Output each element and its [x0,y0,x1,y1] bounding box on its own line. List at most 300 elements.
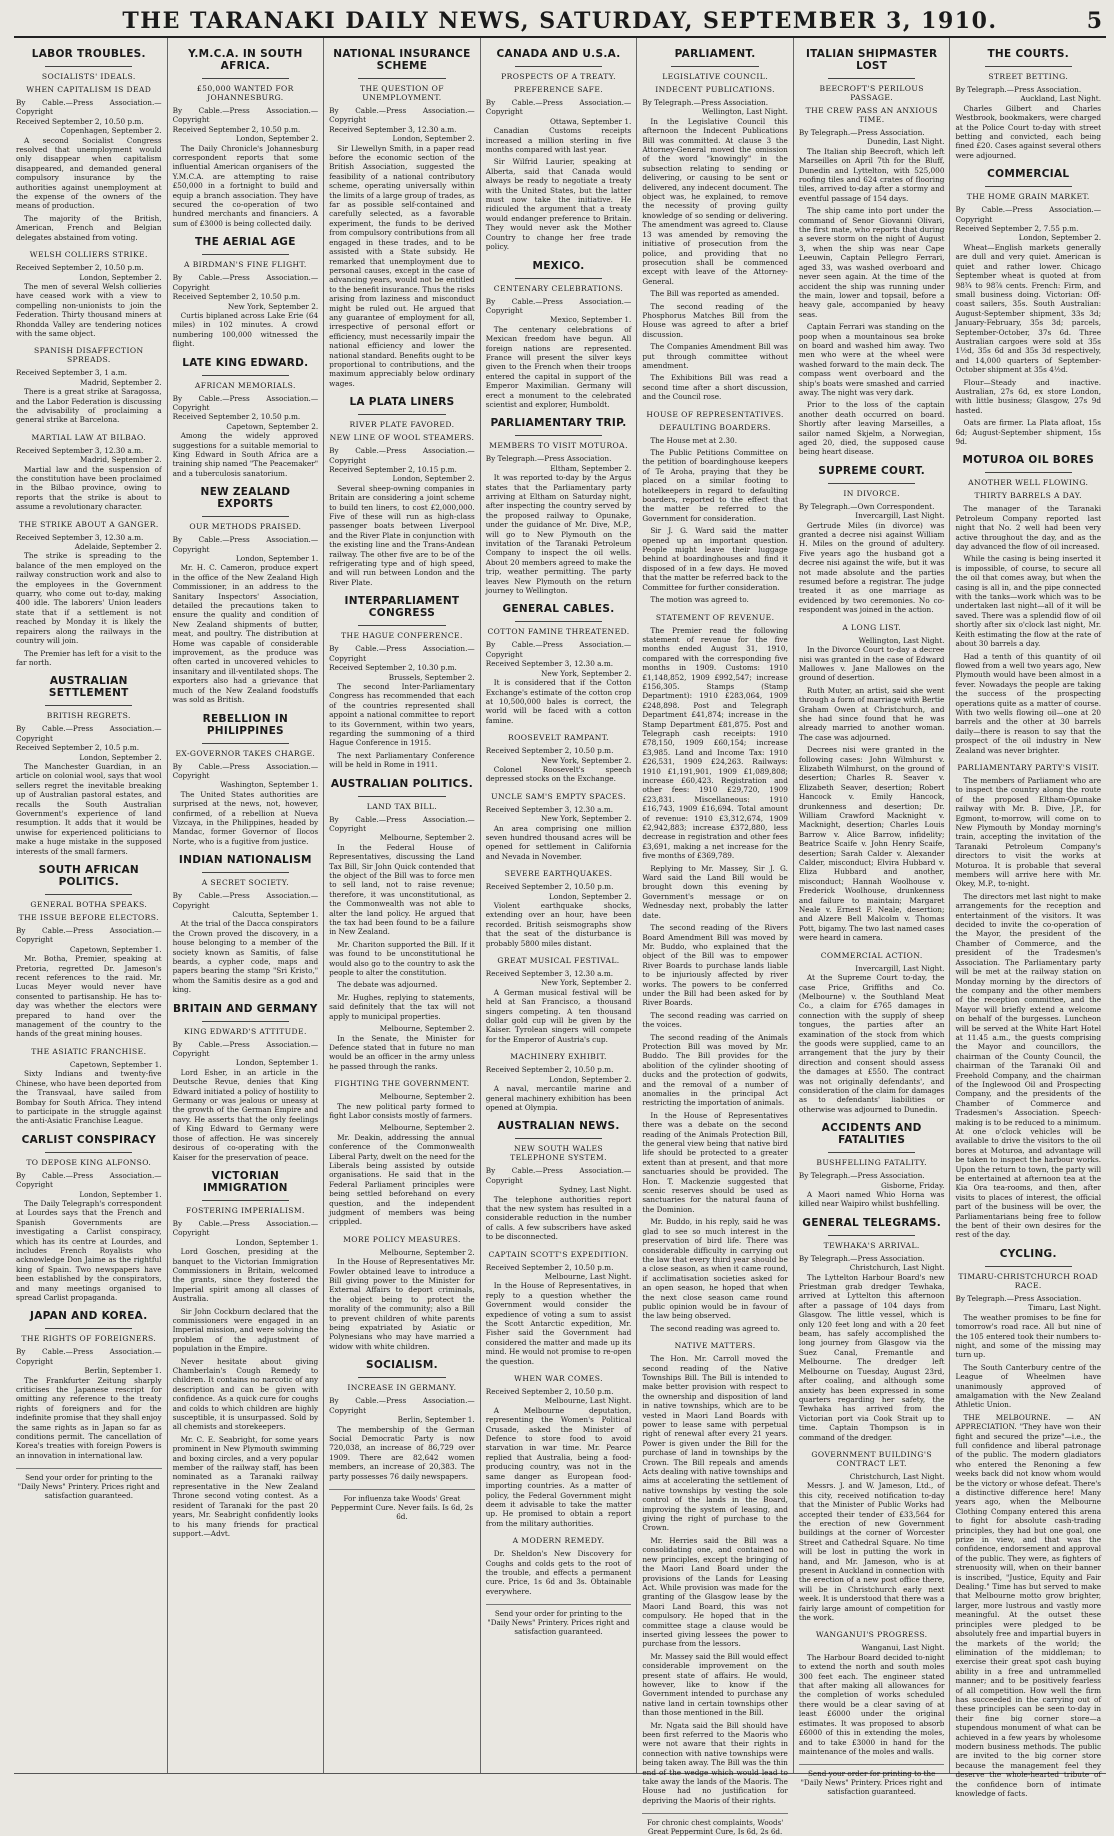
article-body [173,394,319,479]
article-paragraph: By Cable.—Press Association.—Copyright [172,393,319,412]
headline-rule [671,66,758,67]
article-headline: LA PLATA LINERS [349,396,455,409]
article-paragraph: Invercargill, Last Night. [855,963,945,973]
article-paragraph: There is a great strike at Saragossa, and the Labor Federation is discussing the advisability of proclaiming a general strike at Barcelona. [16,387,162,425]
article-headline: Y.M.C.A. IN SOUTH AFRICA. [188,48,303,72]
headline-rule [515,278,602,279]
article-paragraph: Sir Wilfrid Laurier, speaking at Alberta, said that Canada would always be ready to negotiate a treaty with the United States, but the latter must now take the initiative. He ridiculed the argument that a treaty would endanger preference to Britain. They would never ask the Mother Country to change her free trade policy. [485,157,632,252]
article-paragraph: Melbourne, Last Night. [544,1396,632,1406]
headline-rule [45,1328,132,1329]
article-paragraph: Charles Gilbert and Charles Westbrook, bookmakers, were charged at the Police Court to-day with street betting and convicted, each being fined £20. Cases against several others were adjourned. [955,103,1102,160]
article-subheading: BUSHFELLING FATALITY. [816,1158,927,1168]
article-paragraph: Capetown, September 1. [69,1059,162,1069]
article-headline: INTERPARLIAMENT CONGRESS [344,595,460,620]
article-body [486,1263,632,1366]
article-headline: REBELLION IN PHILIPPINES [202,712,289,737]
article-paragraph: A Maori named Whio Horna was killed near Waipiro whilst bushfelling. [798,1190,945,1209]
news-article [486,1374,632,1528]
article-paragraph: By Cable.—Press Association.—Copyright [485,296,632,315]
article-paragraph: Wellington, Last Night. [858,635,945,645]
article-paragraph: Auckland, Last Night. [1020,94,1102,104]
news-article [799,1122,945,1209]
article-body [16,1171,162,1303]
article-paragraph: Received September 3, 12.30 a.m. [329,124,457,134]
article-subheading: WELSH COLLIERS STRIKE. [29,250,148,260]
article-paragraph: Wanganui, Last Night. [861,1643,945,1653]
article-body [486,297,632,410]
article-body [799,128,945,457]
article-body [173,535,319,704]
article-headline: VICTORIAN IMMIGRATION [202,1169,288,1194]
article-paragraph: Prior to the loss of the captain another death occurred on board. Shortly after leaving Marseilles, a sailor named Skjelm, a Norwegian, aged 20, died, the supposed cause being heart disease. [798,400,945,457]
article-paragraph: New York, September 2. [541,668,632,678]
page-number: 5 [1086,8,1102,34]
article-paragraph: Capetown, September 1. [69,944,162,954]
article-body [486,1166,632,1241]
article-paragraph: Received September 2, 10.50 p.m. [485,1387,614,1397]
article-paragraph: Melbourne, September 2. [379,1092,475,1102]
article-paragraph: Melbourne, Last Night. [544,1271,632,1281]
article-body [955,1294,1101,1799]
article-paragraph: London, September 2. [392,474,475,484]
news-article [642,613,788,1334]
article-paragraph: Received September 2, 10.50 p.m. [485,882,614,892]
article-paragraph: Several sheep-owning companies in Britain are considering a joint scheme to build ten liners, to cost £2,000,000. Five of these will run as high-class passenger boats between Liverpool and the River Plate in conjunction with the existing line and the Trans-Andean railway. The other five are to be of the refrigerating type and of high speed, and will run between London and the River Plate. [329,483,475,587]
article-subheading: CAPTAIN SCOTT'S EXPEDITION. [488,1249,629,1259]
article-paragraph: Oats are firmer. La Plata afloat, 15s 6d; August-September shipment, 15s 9d. [955,418,1102,446]
article-paragraph: Adelaide, September 2. [74,542,162,552]
article-paragraph: Received September 3, 1 a.m. [16,368,128,378]
article-paragraph: New York, September 2. [541,978,632,988]
news-article [173,1003,319,1162]
article-paragraph: Dr. Sheldon's New Discovery for Coughs and colds gets to the root of the trouble, and effects a permanent cure. Price, 1s 6d and 3s. Obtainable everywhere. [485,1549,632,1596]
article-body [486,98,632,252]
article-body [642,436,788,605]
article-headline: NATIONAL INSURANCE SCHEME [333,48,471,72]
article-subheading: SPANISH DISAFFECTION SPREADS. [33,346,144,365]
article-body [486,1065,632,1112]
article-paragraph: Mr. C. E. Seabright, for some years prominent in New Plymouth swimming and boxing circles, and a very popular member of the railway staff, has been nominated as a Taranaki railway representative in the New Zealand Throne second voting contest. As a resident of Taranaki for the past 20 years, Mr. Seabright confidently looks to his many friends for practical support.—Advt. [172,1434,319,1538]
article-paragraph: Received September 2, 10.50 p.m. [16,116,144,126]
article-body [173,891,319,994]
news-article [642,410,788,605]
article-paragraph: The Harbour Board decided to-night to extend the north and south moles 300 feet each. The engineer stated that after making all allowances for the completion of works scheduled there would be a clear saving of at least £6000 under the original estimates. It was proposed to absorb £6000 of this in extending the moles, and to take £3000 in hand for the maintenance of the moles and walls. [798,1652,945,1756]
article-body [642,626,788,1334]
headline-rule [45,1152,132,1153]
article-paragraph: Received September 2, 10.50 p.m. [172,292,301,302]
article-subheading: MACHINERY EXHIBIT. [510,1052,607,1062]
news-article [16,1134,162,1303]
article-subheading: SOCIALISTS' IDEALS. [41,72,136,81]
article-paragraph: The strike is spreading to the balance of the men employed on the railway construction work and also to the employees in the Government quarry, who come out to-day, making 400 idle. The laborers' Union leaders state that if a settlement is not reached by Monday it is likely the repairers along the railways in the country will join. [16,551,162,646]
article-paragraph: In the House of Representatives there was a debate on the second reading of the Animals Protection Bill, the general view being that native bird life should be protected to a greater extent than at present, and that more sanctuaries should be provided. The Hon. T. Mackenzie suggested that scenic reserves should be used as sanctuaries for the natural fauna of the Dominion. [642,1110,788,1214]
article-paragraph: London, September 1. [235,1237,319,1247]
news-article [486,603,632,725]
article-body [173,762,319,847]
article-paragraph: In the Senate, the Minister for Defence stated that in future no man would be an officer in the army unless he passed through the ranks. [329,1033,475,1071]
article-subheading: TO DEPOSE KING ALFONSO. [26,1157,152,1167]
article-paragraph: By Cable.—Press Association.—Copyright [172,1039,319,1059]
article-headline: PARLIAMENTARY TRIP. [490,417,627,430]
article-subheading: THE CREW PASS AN ANXIOUS TIME. [805,106,938,124]
article-paragraph: Mr. Deakin, addressing the annual conference of the Commonwealth Liberal Party, dwelt on the need for the Liberals being assisted by outside organisations. He said that in the Federal Parliament principles were being settled beforehand on every question, and the independent judgment of members was being crippled. [329,1132,475,1227]
masthead [14,6,1106,38]
article-paragraph: Wellington, Last Night. [702,107,788,117]
article-body [799,502,945,615]
article-paragraph: Received September 2, 10.50 p.m. [172,124,301,134]
news-article [955,48,1101,160]
article-paragraph: The Italian ship Beecroft, which left Marseilles on April 7th for the Bluff, Dunedin and Lyttelton, with 525,000 roofing tiles and 624 crates of flooring tiles, arrived to-day after a stormy and eventful passage of 154 days. [798,146,945,203]
headline-rule [45,894,132,895]
article-paragraph: Received September 3, 12.30 a.m. [485,804,614,814]
article-paragraph: By Telegraph.—Press Association. [798,128,925,137]
news-article [16,1310,162,1460]
article-body [16,1347,162,1460]
article-paragraph: Washington, September 1. [220,780,319,790]
news-article [16,433,162,512]
article-subheading: KING EDWARD'S ATTITUDE. [183,1026,307,1036]
article-paragraph: Mr. Herries said the Bill was a consolidating one, and contained no new principles, except the bringing of the Maori Land Board under the provisions of the Lands for Leasing Act. While provision was made for the granting of the Glasgow lease by the Maori Land Board, this was not compulsory. He hoped that in the committee stage a clause would be inserted giving lessees the power to purchase from the lessors. [642,1535,788,1649]
columns-container [14,38,1106,1836]
article-paragraph: An area comprising one million seven hundred thousand acres will be opened for settlement in California and Nevada in November. [485,823,632,861]
article-paragraph: The Hon. Mr. Carroll moved the second reading of the Native Townships Bill. The Bill is intended to make better provision with respect to the ownership and disposition of land in native townships, which are to be vested in Maori Land Boards with power to lease same with perpetual right of renewal after every 21 years. Power is given under the Bill for the purchase of land in townships by the Crown. The Bill repeals and amends Acts dealing with native townships and aims at accelerating the settlement of native townships by vesting the sole control of the lands in the Board, improving the system of leasing, and giving the right of purchase to the Crown. [642,1354,788,1533]
article-paragraph: Received September 2, 10.50 p.m. [172,412,301,422]
article-body [329,106,475,388]
article-body [16,533,162,668]
article-headline: MOTUROA OIL BORES [962,454,1095,467]
article-paragraph: By Telegraph.—Press Association. [955,1293,1082,1303]
article-paragraph: By Cable.—Press Association.—Copyright [16,1347,162,1366]
article-paragraph: A second Socialist Congress resolved that unemployment would only disappear when capitalism disappeared, and demanded general compulsory insurance by the authorities against unemployment at the expense of the owners of the means of production. [16,135,162,211]
article-paragraph: Received September 2, 7.55 p.m. [955,224,1079,234]
article-paragraph: The manager of the Taranaki Petroleum Company reported last night that No. 2 well had been very active throughout the day, and as the day advanced the flow of oil increased. [955,504,1102,552]
article-paragraph: By Cable.—Press Association.—Copyright [485,640,632,659]
article-headline: GENERAL CABLES. [502,603,615,616]
article-body [486,805,632,861]
article-paragraph: Received September 2, 10.30 p.m. [329,663,457,673]
news-article [486,792,632,861]
article-paragraph: Sir John Cockburn declared that the commissioners were engaged in an Imperial mission, and were solving the problem of the adjustment of population in the Empire. [172,1306,319,1354]
article-paragraph: Lord Esher, in an article in the Deutsche Revue, denies that King Edward initiated a policy of hostility to Germany or was jealous or uneasy at the growth of the German Empire and navy. He asserts that the only feelings of King Edward to Germany were those of affection. He was sincerely desirous of co-operating with the Kaiser for the preservation of peace. [172,1067,319,1162]
news-article [955,1248,1101,1799]
article-subheading: WANGANUI'S PROGRESS. [815,1630,928,1640]
article-subheading: THE HAGUE CONFERENCE. [341,631,463,641]
article-paragraph: By Telegraph.—Press Association. [798,1253,925,1263]
news-article [486,1120,632,1241]
article-paragraph: The second reading of the Animals Protection Bill was moved by Mr. Buddo. The Bill provides for the abolition of the cylinder shooting of ducks and the protection of godwits, and the removal of a number of anomalies in the principal Act restricting the importation of animals. [642,1032,788,1108]
news-article [16,346,162,424]
article-paragraph: THE MELBOURNE. — AN APPRECIATION. "They have won their fight and secured the prize"—i.e., the full confidence and liberal patronage of the public. The modern gladiators who entered the Renoning a few weeks back did not know whom would be the victory or whose defeat. There's a distinctive difference here! Many years ago, when the Melbourne Clothing Company entered this arena to fight for absolute cash-trading principles, they had but one goal, one prize in view, and that was the confidence, endorsement and approval of the public. They were, as fighters of strenuosity will, when on their banner is inscribed, "Justice, Equity and Fair Dealing." Time has but served to make that Melbourne motto grow brighter, larger, more lustrous and vastly more meaningful. At the outset these principles were pledged to be absolutely free and impartial buyers in the markets of the world; the elimination of the middleman; to exercise their great spot cash buying ability in a free and untrammelled manner; and to be positively fearless of all competition. How well the firm has succeeded in the carrying out of these principles can be seen to-day in their fine big corner store—a stupendous monument of what can be achieved in a few years by wholesome modern business methods. The public are invited to the big corner store because the management feel they deserve the whole-hearted tribute of the confidence born of intimate knowledge of facts. [955,1412,1102,1798]
article-paragraph: In the Federal House of Representatives, discussing the Land Tax Bill, Sir John Quick contended that the object of the Bill was to force men to sell land, not to raise revenue; therefore, it was unconstitutional, as the Commonwealth was not able to alter the land policy. He argued that the tax had been found to be a failure in New Zealand. [329,842,475,937]
article-paragraph: London, September 2. [549,891,632,901]
news-article [16,520,162,668]
news-article [173,236,319,348]
article-headline: AUSTRALIAN SETTLEMENT [48,675,129,700]
article-paragraph: London, September 1. [79,1189,162,1199]
article-paragraph: Mr. Hughes, replying to statements, said definitely that the tax will not apply to municipal properties. [329,992,475,1021]
article-paragraph: Mr. Buddo, in his reply, said he was glad to see so much interest in the preservation of bird life. There was considerable difficulty in carrying out the law that every third year should be a close season, as when it came round, if acclimatisation societies asked for an open season, he hoped that when the next close season came round public opinion would be in favour of the law being observed. [642,1217,788,1321]
news-article [329,1079,475,1227]
article-paragraph: It was reported to-day by the Argus states that the Parliamentary party arriving at Eltham on Saturday night, after inspecting the country served by the proposed railway to Opunake, under the guidance of Mr. Dive, M.P., will go to New Plymouth on the invitation of the Taranaki Petroleum Company to inspect the oil wells. About 20 members agreed to make the trip, weather permitting. The party leaves New Plymouth on the return journey to Wellington. [485,473,632,596]
article-paragraph: Violent earthquake shocks, extending over an hour, have been recorded. British seismographs show that the seat of the disturbance is probably 5800 miles distant. [485,901,632,948]
article-paragraph: London, September 2. [79,272,162,282]
article-paragraph: London, September 2. [549,1074,632,1084]
article-paragraph: Among the widely approved suggestions for a suitable memorial to King Edward in South Africa are a training ship named "The Peacemaker" and a tuberculosis sanatorium. [172,431,319,478]
article-paragraph: Invercargill, Last Night. [855,511,945,521]
article-subheading: FOSTERING IMPERIALISM. [185,1205,305,1215]
article-paragraph: Received September 3, 12.30 a.m. [485,969,614,979]
article-paragraph: The men of several Welsh collieries have ceased work with a view to compelling non-unionists to join the Federation. Thirty thousand miners at Rhondda Valley are tendering notices with the same object. [16,281,162,338]
article-paragraph: The Premier read the following statement of revenue for the five months ended August 31, 1910, compared with the corresponding five months in 1909. Customs: 1910 £1,148,852, 1909 £992,547; increase £156,305. Stamps (Stamp Department): 1910 £283,064, 1909 £248,898. Post and Telegraph Department £41,874; increase in the Stamp Department £81,875. Post and Telegraph cash receipts: 1910 £78,150, 1909 £60,154; increase £3,985. Land and Income Tax: 1910 £26,531, 1909 £24,263. Railways: 1910 £1,191,901, 1909 £1,089,808; increase £60,423. Registration and other fees: 1910 £29,720, 1909 £23,831. Miscellaneous: 1910 £16,743, 1909 £16,694. Total amount of revenue: 1910 £3,312,674, 1909 £2,942,883; increase £372,880, less decrease in registration and other fees £3,691, making a net increase for the five months of £369,789. [642,625,788,861]
article-paragraph: The directors met last night to make arrangements for the reception and entertainment of the visitors. It was decided to invite the co-operation of the Mayor, the president of the Chamber of Commerce, and the president of the Tradesmen's Association. The Parliamentary party will be met at the railway station on Monday morning by the directors of the company and the other members of the reception committee, and the Mayor will briefly extend a welcome on behalf of the burgesses. Luncheon will be served at the White Hart Hotel at 11.45 a.m., the guests comprising the Mayor and councillors, the chairman of the County Council, the chairman of the Taranaki Oil and Freehold Company, and the chairman of the Inglewood Oil and Prospecting Company, and the presidents of the Chamber of Commerce and Tradesmen's Association. Speech-making is to be reduced to a minimum. At one o'clock vehicles will be available to drive the visitors to the oil bores at Moturoa, and advantage will be taken to inspect the harbour works. Upon the return to town, the party will be entertained at afternoon tea at the Kia Ora tea-rooms, and then, after visits to places of interest, the official part of the business will be over, the Parliamentarians being free to follow the bent of their own desires for the rest of the day. [955,891,1102,1240]
article-paragraph: The new political party formed to fight Labor consists mostly of farmers. [329,1101,475,1120]
headline-rule [358,78,445,79]
article-paragraph: A Melbourne deputation, representing the Women's Political Crusade, asked the Minister of Defence to store food to avoid starvation in war time. Mr. Pearce replied that Australia, being a food-producing country, was not in the same danger as European food-importing countries. As a matter of policy, the Federal Government might deem it advisable to take the matter up. He promised to obtain a report from the military authorities. [485,1405,632,1528]
column-advertisement: Send your order for printing to the "Daily News" Printery. Prices right and satisfaction guaranteed. [16,1468,162,1500]
article-paragraph: By Cable.—Press Association.—Copyright [172,535,319,554]
news-article [329,1235,475,1351]
article-headline: LABOR TROUBLES. [31,48,146,60]
article-body [955,205,1101,446]
headline-rule [828,483,915,484]
article-paragraph: Madrid, September 2. [80,455,162,465]
article-paragraph: Gisborne, Friday. [880,1180,945,1190]
article-subheading: A MODERN REMEDY. [512,1536,605,1546]
news-column-1 [14,38,167,1773]
article-paragraph: By Cable.—Press Association.—Copyright [172,761,319,780]
article-paragraph: Lord Goschen, presiding at the banquet to the Victorian Immigration Commissioners in Britain, welcomed the grants, since they fostered the Imperial spirit among all classes of Australia. [172,1247,319,1304]
article-subheading: THE HOME GRAIN MARKET. [966,192,1090,202]
article-subheading: PARLIAMENTARY PARTY'S VISIT. [957,762,1100,772]
article-paragraph: New York, September 2. [541,814,632,824]
headline-rule [515,1138,602,1139]
article-subheading: A BIRDMAN'S FINE FLIGHT. [184,260,307,270]
news-article [16,864,162,1039]
news-article [486,260,632,410]
article-paragraph: Dunedin, Last Night. [867,137,945,147]
news-article [16,1047,162,1126]
article-paragraph: Never hesitate about giving Chamberlain's Cough Remedy to children. It contains no narcotic of any description and can be given with confidence. As a quick cure for coughs and colds to which children are highly susceptible, it is unsurpassed. Sold by all chemists and storekeepers. [172,1356,319,1432]
headline-rule [358,1377,445,1378]
article-paragraph: Received September 3, 12.30 a.m. [16,445,144,455]
article-paragraph: By Telegraph.—Press Association. [485,454,612,464]
article-paragraph: Mr. Chariton supported the Bill. If it was found to be unconstitutional he would also go to the country to ask the people to alter the constitution. [329,939,475,978]
article-headline: CARLIST CONSPIRACY [21,1133,156,1146]
news-article [799,465,945,615]
article-paragraph: Sir J. G. Ward said the matter opened up an important question. People might leave their luggage behind at boardinghouses and find it disposed of in a few days. He moved that the matter be referred back to the Committee for further consideration. [642,526,788,592]
article-paragraph: By Cable.—Press Association.—Copyright [172,106,319,125]
article-paragraph: The second reading of the Rivers Board Amendment Bill was moved by Mr. Buddo, who explained that the object of the Bill was to empower River Boards to purchase lands liable to be injuriously affected by river works. The powers to be conferred under the Bill had been asked for by River Boards. [642,923,788,1008]
news-article [486,956,632,1044]
article-subheading: UNCLE SAM'S EMPTY SPACES. [491,791,626,801]
article-headline: THE AERIAL AGE [195,236,296,249]
article-paragraph: Brussels, September 2. [388,672,475,682]
news-article [799,1630,945,1756]
news-article [173,854,319,994]
article-subheading: RIVER PLATE FAVORED. [349,420,455,430]
article-body [16,446,162,512]
article-paragraph: Received September 2, 10.5 p.m. [16,743,140,753]
article-paragraph: Colonel Roosevelt's speech depressed stocks on the Exchange. [485,764,632,784]
article-paragraph: The majority of the British, American, French and Belgian delegates abstained from voting. [16,213,162,242]
newspaper-title: THE TARANAKI DAILY NEWS, SATURDAY, SEPTEMBER 3, 1910. [122,8,998,34]
article-headline: CANADA AND U.S.A. [496,48,621,60]
article-body [16,724,162,856]
article-subheading: MORE POLICY MEASURES. [343,1234,461,1244]
article-subheading: EX-GOVERNOR TAKES CHARGE. [175,748,316,758]
article-subheading: BEECROFT'S PERILOUS PASSAGE. [819,84,924,102]
headline-rule [202,1200,289,1201]
column-advertisement: Send your order for printing to the "Daily News" Printery. Prices right and satisfaction guaranteed. [486,1604,632,1636]
article-paragraph: The Frankfurter Zeitung sharply criticises the Japanese rescript for omitting any reference to the treaty rights of foreigners and for the indefinite promise that they shall enjoy the same rights as in Japan so far as conditions permit. The cancellation of Korea's treaties with foreign Powers is an innovation in international law. [16,1375,162,1460]
article-paragraph: In the Legislative Council this afternoon the Indecent Publications Bill was committed. At clause 3 the Attorney-General moved the omission of the word "knowingly" in the subsection relating to sending or delivering, or causing to be sent or delivered, any indecent document. The object was, he explained, to remove the necessity of proving guilty knowledge of so sending or delivering. The amendment was agreed to. Clause 13 was amended by removing the initiative of prosecution from the police, and providing that no prosecution shall be commenced except with leave of the Attorney-General. [642,116,788,286]
article-paragraph: The Exhibitions Bill was read a second time after a short discussion, and the Council rose. [642,373,788,402]
news-article [486,869,632,948]
news-article [955,168,1101,446]
news-article [955,763,1101,1240]
news-article [642,48,788,402]
article-paragraph: Canadian Customs receipts increased a million sterling in five months compared with last year. [485,126,632,155]
article-paragraph: Berlin, September 1. [397,1415,475,1425]
article-headline: JAPAN AND KOREA. [30,1310,148,1323]
article-paragraph: The United States authorities are surprised at the news, not, however, confirmed, of a rebellion at Nueva Vizcaya, in the Philippines, headed by Mandac, former Governor of Ilocos Norte, who is a fugitive from justice. [172,789,319,846]
article-subheading: CENTENARY CELEBRATIONS. [493,283,624,293]
article-paragraph: By Telegraph.—Press Association. [642,98,769,107]
headline-rule [828,1235,915,1236]
article-paragraph: The motion was agreed to. [650,595,749,605]
article-body [329,1092,475,1227]
headline-rule [985,66,1072,67]
news-article [329,778,475,1072]
article-subheading: GENERAL BOTHA SPEAKS. [30,900,148,909]
headline-rule [985,186,1072,187]
article-paragraph: The ship came into port under the command of Senor Giovanni Olivari, the first mate, who reports that during a severe storm on the night of August 3, when the ship was near Cape Leeuwin, Captain Pellegro Ferrari, aged 33, was washed overboard and never seen again. At the time of the accident the ship was running under the main, lower and topsail, before a heavy gale, accompanied by heavy seas. [798,206,945,319]
article-subheading: STATEMENT OF REVENUE. [655,612,775,622]
headline-rule [45,66,132,67]
article-subheading: ANOTHER WELL FLOWING. [968,478,1089,488]
article-paragraph: The second reading was carried on the voices. [642,1010,788,1030]
article-body [173,106,319,228]
article-paragraph: Messrs. J. and W. Jameson, Ltd., of this city, received notification to-day that the Minister of Public Works had accepted their tender of £33,564 for the erection of new Government buildings at the corner of Worcester Street and Cathedral Square. No time will be lost in putting the work in hand, and Mr. Jameson, who is at present in Auckland in connection with the erection of a new post office there, will be in Christchurch early next week. It is understood that there was a fairly large amount of competition for the work. [798,1481,945,1623]
article-paragraph: By Cable.—Press Association.—Copyright [329,106,475,125]
article-subheading: MEMBERS TO VISIT MOTUROA. [489,441,628,451]
article-body [799,636,945,943]
news-article [955,454,1101,755]
article-paragraph: Mr. H. C. Cameron, produce expert in the office of the New Zealand High Commissioner, in an address to the Sanitary Inspectors' Association, detailed the precautions taken to ensure the quality and condition of New Zealand shipments of butter, meat, and poultry. The distribution at Home was capable of considerable improvement, as the produce was often carted in uncovered vehicles to insanitary and ill-ventilated shops. The exporters also had a grievance that much of the New Zealand foodstuffs was sold as British. [172,563,319,705]
article-paragraph: Mexico, September 1. [550,315,632,325]
article-headline: MEXICO. [532,259,585,272]
news-article [486,417,632,595]
news-article [486,1052,632,1112]
article-body [16,263,162,338]
article-paragraph: Martial law and the suspension of the constitution have been proclaimed in the Bilbao province, owing to reports that the strike is about to assume a revolutionary character. [16,464,162,512]
article-body [486,882,632,948]
news-article [486,1250,632,1366]
news-article [173,357,319,479]
headline-rule [828,1152,915,1153]
article-paragraph: By Cable.—Press Association.—Copyright [16,724,162,743]
article-body [16,98,162,242]
article-headline: INDIAN NATIONALISM [178,854,312,867]
article-subheading: COMMERCIAL ACTION. [820,950,923,960]
article-body [955,776,1101,1240]
article-paragraph: Received September 3, 12.30 a.m. [16,532,144,542]
article-paragraph: Received September 2, 10.50 p.m. [485,1262,614,1272]
news-article [486,733,632,784]
article-paragraph: Mr. Botha, Premier, speaking at Pretoria, regretted Dr. Jameson's recent references to the raid. Mr. Lucas Meyer would never have consented to partisanship. He has to-day was whether the electors were prepared to hand over the management of the country to the hands of the great mining houses. [16,954,162,1039]
article-headline: SUPREME COURT. [818,464,926,477]
headline-rule [202,743,289,744]
article-paragraph: London, September 1. [235,1058,319,1068]
article-paragraph: By Telegraph.—Press Association. [955,85,1082,94]
article-subheading: INDECENT PUBLICATIONS. [655,85,775,94]
news-column-2 [167,38,324,1773]
article-paragraph: Melbourne, September 2. [379,1024,475,1034]
article-paragraph: A naval, mercantile marine and general machinery exhibition has been opened at Olympia. [485,1084,632,1112]
article-paragraph: By Cable.—Press Association.—Copyright [329,814,475,833]
headline-rule [358,796,445,797]
article-paragraph: Melbourne, September 2. [379,1247,475,1257]
article-paragraph: Received September 2, 10.50 p.m. [16,263,144,273]
article-paragraph: The Manchester Guardian, in an article on colonial wool, says that wool sellers regret the inevitable breaking up of Australian pastoral estates, and recalls the South Australian Government's experience of land resumption. It adds that it would be unwise for experienced politicians to make a huge mistake in the supposed interests of the small farmers. [16,761,162,856]
article-body [799,1171,945,1209]
article-body [329,1248,475,1351]
article-subheading: TIMARU-CHRISTCHURCH ROAD RACE. [958,1271,1099,1290]
article-paragraph: Received September 2, 10.50 p.m. [485,746,614,756]
article-paragraph: Ottawa, September 1. [549,116,632,126]
article-subheading: WHEN WAR COMES. [514,1374,603,1384]
news-column-4 [480,38,637,1773]
article-headline: LATE KING EDWARD. [182,356,309,369]
article-paragraph: The Daily Chronicle's Johannesburg correspondent reports that some influential American organisers of the Y.M.C.A. are attempting to raise £50,000 in a fortnight to build and equip a branch association. They have secured the co-operation of two hundred merchants and financiers. A sum of £3000 is being collected daily. [172,143,319,228]
article-paragraph: Received September 3, 12.30 a.m. [485,659,614,669]
article-paragraph: London, September 2. [392,134,475,144]
article-body [16,926,162,1039]
article-paragraph: The South Canterbury centre of the League of Wheelmen have unanimously approved of amalgamation with the New Zealand Athletic Union. [955,1362,1102,1410]
article-headline: AUSTRALIAN NEWS. [497,1120,620,1133]
article-subheading: GREAT MUSICAL FESTIVAL. [497,956,620,966]
article-subheading: STREET BETTING. [988,72,1069,81]
article-paragraph: In the Divorce Court to-day a decree nisi was granted in the case of Edward Mallowes v. Jane Mallowes on the ground of desertion. [798,645,945,683]
article-body [173,1040,319,1162]
article-paragraph: Berlin, September 1. [84,1366,162,1376]
article-body [486,1387,632,1528]
news-article [16,250,162,338]
article-paragraph: Wheat—English markets generally are dull and very quiet. American is quiet and rather lower. Chicago September wheat is quoted at from 98¾ to 98⅞ cents. French: Firm, and small business doing. Victorian: Off-coast sailers, 35s. South Australian: August-September shipment, 33s 3d; January-February, 35s 3d; parcels, September-October, 37s 6d. Three Australian cargoes were sold at 35s 1½d, 35s 6d and 35s 3d respectively, and 14,000 quarters of September-October shipment at 35s 4½d. [955,242,1102,375]
article-subheading: THE STRIKE ABOUT A GANGER. [18,519,159,529]
article-paragraph: The Companies Amendment Bill was put through committee without amendment. [642,342,788,370]
article-paragraph: The centenary celebrations of Mexican freedom have begun. All foreign nations are represented. France will present the silver keys given to the French when their troops entered the capital in support of the Emperor Maximilian. Germany will erect a monument to the celebrated scientist and explorer, Humboldt. [485,324,632,409]
news-article [486,48,632,252]
news-article [799,1450,945,1623]
article-paragraph: Calcutta, September 1. [232,909,319,919]
article-paragraph: The second reading of the Phosphorus Matches Bill from the House was agreed to after a brief discussion. [642,301,788,339]
article-paragraph: Curtis biplaned across Lake Erie (64 miles) in 102 minutes. A crowd numbering 100,000 witnessed the flight. [172,310,319,349]
article-subheading: BRITISH REGRETS. [46,711,131,721]
article-paragraph: In the House of Representatives, in reply to a question whether the Government would consider the expedience of voting a sum to assist the Scott Antarctic expedition, Mr. Fisher said the Government had considered the matter and made up its mind. He would not promise to re-open the question. [485,1281,632,1366]
article-paragraph: Mr. Massey said the Bill would effect considerable improvement on the present state of affairs. He would, however, like to know if the Government intended to purchase any native land in certain townships other than those mentioned in the Bill. [642,1651,788,1718]
news-column-3 [323,38,480,1773]
article-subheading: ROOSEVELT RAMPANT. [508,733,609,743]
article-paragraph: While the casing is being inserted it is impossible, of course, to secure all the oil that comes away, but when the casing is all in, and the pipe connected with the tanks—work which was to be undertaken last night—all of it will be saved. There was a splendid flow of oil shortly after six o'clock last night, Mr. Keith estimating the flow at the rate of about 30 barrels a day. [955,554,1102,649]
headline-rule [358,414,445,415]
news-article [799,623,945,943]
news-article [173,48,319,228]
article-paragraph: London, September 2. [235,134,319,144]
article-paragraph: The telephone authorities report that the new system has resulted in a considerable reduction in the number of calls. A few subscribers have asked to be disconnected. [485,1194,632,1242]
article-headline: NEW ZEALAND EXPORTS [200,486,291,511]
column-advertisement: For chronic chest complaints, Woods' Great Peppermint Cure, Is 6d, 2s 6d. [642,1813,788,1836]
